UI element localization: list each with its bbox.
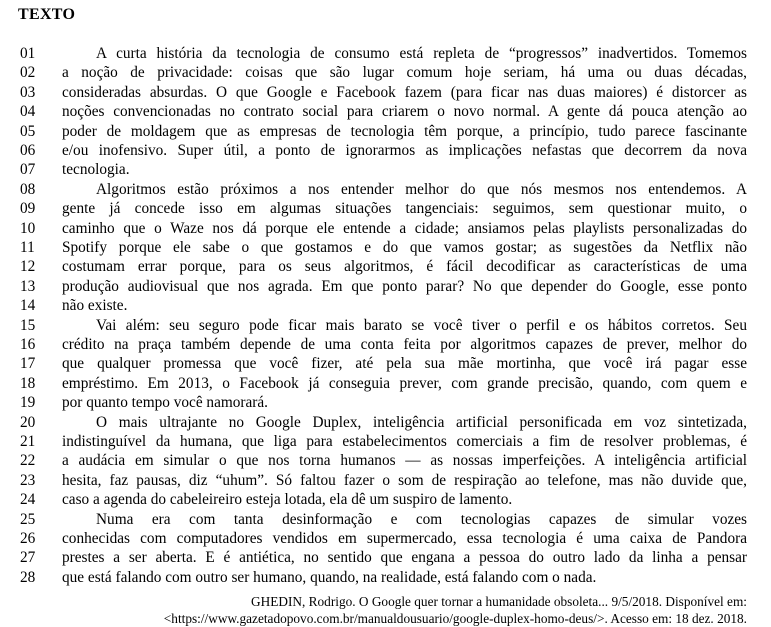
line-number: 12 <box>20 258 36 276</box>
line-text: que qualquer promessa que você fizer, até pela sua mãe mortinha, que você irá pagar esse <box>62 355 747 373</box>
line-number: 06 <box>20 142 36 159</box>
line-number: 22 <box>20 452 36 470</box>
line-text: empréstimo. Em 2013, o Facebook já conseguia prever, com grande precisão, quando, com quem e <box>62 374 747 392</box>
line-number: 01 <box>20 45 36 62</box>
line-number: 15 <box>20 316 36 334</box>
text-line <box>0 122 771 141</box>
line-number: 19 <box>20 394 36 412</box>
source-citation-line-2: <https://www.gazetadopovo.com.br/manualdousuario/google-duplex-homo-deus/>. Acesso em: 18 dez. 2018. <box>163 611 747 626</box>
line-number: 21 <box>20 433 36 450</box>
line-number: 05 <box>20 122 36 140</box>
text-line <box>0 432 771 451</box>
source-citation-line-1: GHEDIN, Rodrigo. O Google quer tornar a humanidade obsoleta... 9/5/2018. Disponível em: <box>251 594 747 609</box>
line-number: 03 <box>20 83 36 101</box>
line-number: 14 <box>20 297 36 315</box>
line-text: Numa era com tanta desinformação e com tecnologias capazes de simular vozes <box>96 510 747 528</box>
text-line <box>0 160 771 179</box>
line-text: indistinguível da humana, que liga para estabelecimentos comerciais a fim de resolver problemas, é <box>62 433 747 450</box>
line-number: 25 <box>20 510 36 528</box>
line-number: 10 <box>20 219 36 237</box>
line-text: caminho que o Waze nos dá porque ele entende a cidade; ansiamos pelas playlists personalizadas do <box>62 219 747 237</box>
line-text: O mais ultrajante no Google Duplex, inteligência artificial personificada em voz sintetizada, <box>96 413 747 431</box>
line-text: prestes a ser aberta. E é antiética, no sentido que engana a pessoa do outro lado da linha a pensar <box>62 549 747 567</box>
text-line <box>0 44 771 63</box>
text-line <box>0 548 771 567</box>
text-line <box>0 335 771 354</box>
page-title: TEXTO <box>18 6 76 23</box>
line-number: 16 <box>20 336 36 353</box>
text-line <box>0 451 771 470</box>
text-line <box>0 238 771 257</box>
line-text: produção audiovisual que nos agrada. Em que ponto parar? No que depender do Google, esse ponto <box>62 277 747 295</box>
line-text: e/ou inofensivo. Super útil, a ponto de ignorarmos as implicações nefastas que decorrem da nova <box>62 142 747 159</box>
line-text: Algoritmos estão próximos a nos entender melhor do que nós mesmos nos entendemos. A <box>96 180 747 198</box>
text-line <box>0 510 771 529</box>
line-number: 23 <box>20 471 36 489</box>
line-text: costumam errar porque, para os seus algoritmos, é fácil decodificar as características de uma <box>62 258 747 276</box>
line-text: A curta história da tecnologia de consumo está repleta de “progressos” inadvertidos. Tomemos <box>96 45 747 62</box>
text-line <box>0 180 771 199</box>
line-text: a audácia em simular o que nos torna humanos — as nossas imperfeições. A inteligência artificial <box>62 452 747 470</box>
line-text: que está falando com outro ser humano, quando, na realidade, está falando com o nada. <box>62 568 597 586</box>
line-text: por quanto tempo você namorará. <box>62 394 269 412</box>
text-line <box>0 219 771 238</box>
text-line <box>0 471 771 490</box>
line-number: 24 <box>20 491 36 509</box>
line-text: não existe. <box>62 297 128 315</box>
line-text: caso a agenda do cabeleireiro esteja lotada, ela dê um suspiro de lamento. <box>62 491 513 509</box>
text-line <box>0 296 771 315</box>
line-number: 04 <box>20 103 36 121</box>
text-line <box>0 83 771 102</box>
text-line <box>0 413 771 432</box>
line-number: 08 <box>20 180 36 198</box>
text-line <box>0 393 771 412</box>
line-number: 02 <box>20 64 36 82</box>
line-text: conhecidas com computadores vendidos em supermercado, essa tecnologia é uma caixa de Pandora <box>62 530 747 547</box>
text-line <box>0 199 771 218</box>
text-line <box>0 354 771 373</box>
line-text: Vai além: seu seguro pode ficar mais barato se você tiver o perfil e os hábitos corretos. Seu <box>96 316 747 334</box>
line-text: gente já concede isso em algumas situações tangenciais: seguimos, sem questionar muito, o <box>62 200 747 218</box>
line-number: 07 <box>20 161 36 179</box>
text-line <box>0 529 771 548</box>
line-number: 26 <box>20 530 36 547</box>
line-text: hesita, faz pausas, diz “uhum”. Só faltou fazer o som de respiração ao telefone, mas não duvide que, <box>62 471 747 489</box>
line-text: crédito na praça também depende de uma conta feita por algoritmos capazes de prever, melhor do <box>62 336 747 353</box>
text-line <box>0 141 771 160</box>
text-line <box>0 374 771 393</box>
line-number: 13 <box>20 277 36 295</box>
line-text: noções convencionadas no contrato social para criarem o novo normal. A gente dá pouca atenção ao <box>62 103 747 121</box>
line-number: 20 <box>20 413 36 431</box>
text-line <box>0 316 771 335</box>
line-number: 11 <box>20 239 35 256</box>
line-number: 28 <box>20 568 36 586</box>
text-line <box>0 63 771 82</box>
text-line <box>0 490 771 509</box>
line-number: 27 <box>20 549 36 567</box>
line-number: 09 <box>20 200 36 218</box>
line-text: consideradas absurdas. O que Google e Facebook fazem (para ficar nas duas maiores) é distorcer as <box>62 83 747 101</box>
line-text: poder de moldagem que as empresas de tecnologia têm porque, a princípio, tudo parece fascinante <box>62 122 747 140</box>
line-text: a noção de privacidade: coisas que são lugar comum hoje seriam, há uma ou duas décadas, <box>62 64 747 82</box>
text-line <box>0 277 771 296</box>
line-number: 17 <box>20 355 36 373</box>
text-line <box>0 257 771 276</box>
line-text: Spotify porque ele sabe o que gostamos e do que vamos gostar; as sugestões da Netflix não <box>62 239 747 256</box>
text-line <box>0 102 771 121</box>
line-number: 18 <box>20 374 36 392</box>
text-line <box>0 568 771 587</box>
line-text: tecnologia. <box>62 161 130 179</box>
